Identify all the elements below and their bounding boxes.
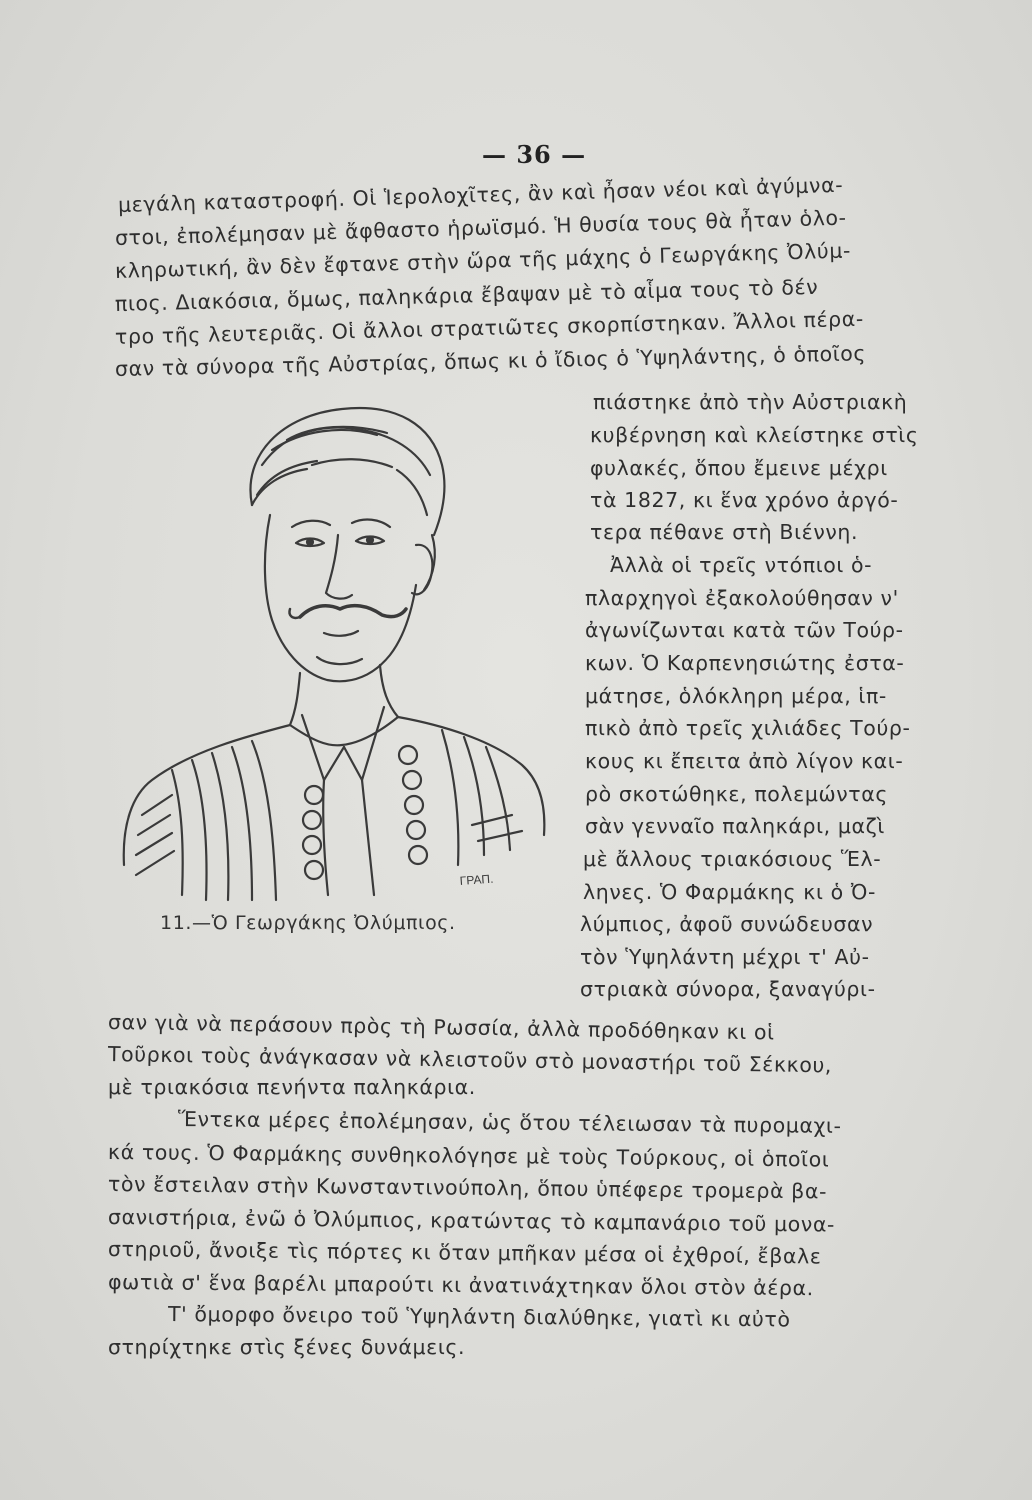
text-line: σὰν γενναῖο παληκάρι, μαζὶ [585,814,885,838]
figure-caption: 11.—Ὁ Γεωργάκης Ὀλύμπιος. [160,912,456,934]
text-line: κυβέρνηση καὶ κλείστηκε στὶς [590,423,919,447]
text-line: ἀγωνίζωνται κατὰ τῶν Τούρ- [585,618,904,642]
text-line: ρὸ σκοτώθηκε, πολεμώντας [585,782,888,806]
text-line: στηριοῦ, ἄνοιξε τὶς πόρτες κι ὅταν μπῆκαν μέσα οἱ ἐχθροί, ἔβαλε [107,1237,822,1269]
text-line: λύμπιος, ἀφοῦ συνώδευσαν [580,912,874,936]
page-number: — 36 — [482,140,587,169]
portrait-illustration [112,395,552,905]
text-line: σαν τὰ σύνορα τῆς Αὐστρίας, ὅπως κι ὁ ἴδιος ὁ Ὑψηλάντης, ὁ ὁποῖος [114,341,867,381]
text-line: Ἕντεκα μέρες ἐπολέμησαν, ὡς ὅτου τέλειωσαν τὰ πυρομαχι- [177,1107,842,1138]
text-line: σαν γιὰ νὰ περάσουν πρὸς τὴ Ρωσσία, ἀλλὰ προδόθηκαν κι οἱ [107,1010,775,1045]
text-line: στριακὰ σύνορα, ξαναγύρι- [580,977,876,1001]
text-line: Ἀλλὰ οἱ τρεῖς ντόπιοι ὁ- [610,553,873,577]
text-line: Τοῦρκοι τοὺς ἀνάγκασαν νὰ κλειστοῦν στὸ μοναστήρι τοῦ Σέκκου, [107,1042,833,1078]
text-line: κληρωτική, ἂν δὲν ἔφτανε στὴν ὥρα τῆς μάχης ὁ Γεωργάκης Ὀλύμ- [114,238,852,283]
text-line: πιάστηκε ἀπὸ τὴν Αὐστριακὴ [593,390,908,414]
text-line: τερα πέθανε στὴ Βιέννη. [590,520,859,544]
text-line: φυλακές, ὅπου ἔμεινε μέχρι [590,456,888,480]
artist-signature: ΓΡΑΠ. [459,871,494,888]
text-line: κά τους. Ὁ Φαρμάκης συνθηκολόγησε μὲ τοὺς Τούρκους, οἱ ὁποῖοι [107,1140,830,1172]
text-line: φωτιὰ σ' ἕνα βαρέλι μπαρούτι κι ἀνατινάχτηκαν ὅλοι στὸν ἀέρα. [107,1270,814,1301]
text-line: κων. Ὁ Καρπενησιώτης ἐστα- [585,651,905,675]
text-line: ληνες. Ὁ Φαρμάκης κι ὁ Ὀ- [583,880,876,904]
text-line: Τ' ὄμορφο ὄνειρο τοῦ Ὑψηλάντη διαλύθηκε, γιατὶ κι αὐτὸ [167,1302,791,1332]
text-line: τρο τῆς λευτεριᾶς. Οἱ ἄλλοι στρατιῶτες σκορπίστηκαν. Ἄλλοι πέρα- [114,306,865,349]
text-line: σανιστήρια, ἐνῶ ὁ Ὀλύμπιος, κρατώντας τὸ καμπανάριο τοῦ μονα- [107,1205,836,1237]
text-line: πλαρχηγοὶ ἐξακολούθησαν ν' [585,586,899,610]
text-line: κους κι ἔπειτα ἀπὸ λίγον και- [585,749,904,773]
text-line: τὸν Ὑψηλάντη μέχρι τ' Αὐ- [580,945,870,969]
text-line: πιος. Διακόσια, ὅμως, παληκάρια ἔβαψαν μὲ τὸ αἷμα τους τὸ δέν [114,274,819,316]
text-line: τὸν ἔστειλαν στὴν Κωνσταντινούπολη, ὅπου ὑπέφερε τρομερὰ βα- [107,1172,828,1204]
text-line: στηρίχτηκε στὶς ξένες δυνάμεις. [108,1335,466,1359]
text-line: μὲ τριακόσια πενήντα παληκάρια. [108,1075,476,1099]
text-line: τὰ 1827, κι ἕνα χρόνο ἀργό- [590,488,899,512]
text-line: μὲ ἄλλους τριακόσιους Ἕλ- [583,847,882,871]
text-line: στοι, ἐπολέμησαν μὲ ἄφθαστο ἡρωϊσμό. Ἡ θυσία τους θὰ ἦταν ὁλο- [114,205,847,250]
text-line: πικὸ ἀπὸ τρεῖς χιλιάδες Τούρ- [585,716,911,740]
text-line: μάτησε, ὁλόκληρη μέρα, ἱπ- [585,684,887,708]
text-line: μεγάλη καταστροφή. Οἱ Ἱερολοχῖτες, ἂν καὶ ἦσαν νέοι καὶ ἀγύμνα- [117,172,844,217]
